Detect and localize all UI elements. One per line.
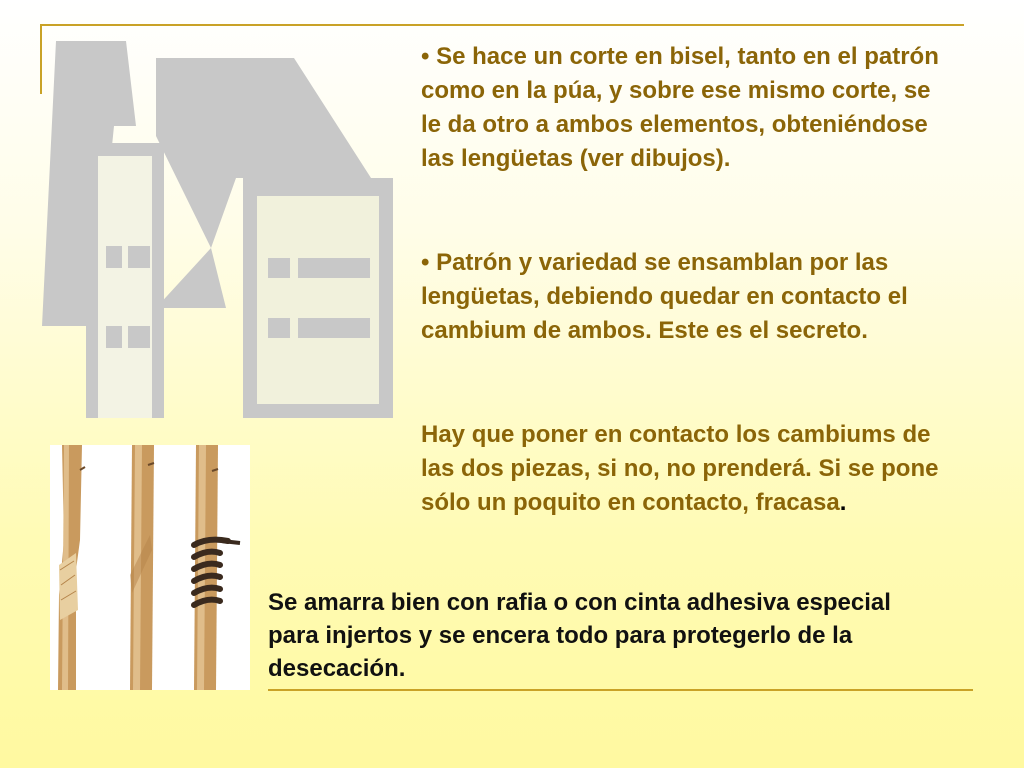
- grafting-step-join: [421, 246, 951, 348]
- bottom-divider-line: [268, 689, 973, 691]
- paragraph-contact-text: Hay que poner en contacto los cambiums de las dos piezas, si no, no prenderá. Si se pone sólo un poquito en contacto, fracasa: [421, 421, 939, 516]
- top-divider-line: [40, 24, 964, 26]
- paragraph-contact: [421, 418, 951, 520]
- paragraph-join: • Patrón y variedad se ensamblan por las lengüetas, debiendo quedar en contacto el cambium de ambos. Este es el secreto.: [421, 249, 908, 344]
- tying-caption: Se amarra bien con rafia o con cinta adhesiva especial para injertos y se encera todo para protegerlo de la desecación.: [268, 589, 891, 682]
- grafting-step-cut: [421, 40, 951, 176]
- paragraph-contact-end: .: [839, 489, 847, 516]
- decorative-houses-graphic: [36, 36, 396, 421]
- grafting-step-contact: [421, 418, 951, 520]
- grafting-illustration-image: [50, 445, 250, 690]
- paragraph-cut: • Se hace un corte en bisel, tanto en el patrón como en la púa, y sobre ese mismo corte, se le da otro a ambos elementos, obteniéndose las lengüetas (ver dibujos).: [421, 43, 939, 172]
